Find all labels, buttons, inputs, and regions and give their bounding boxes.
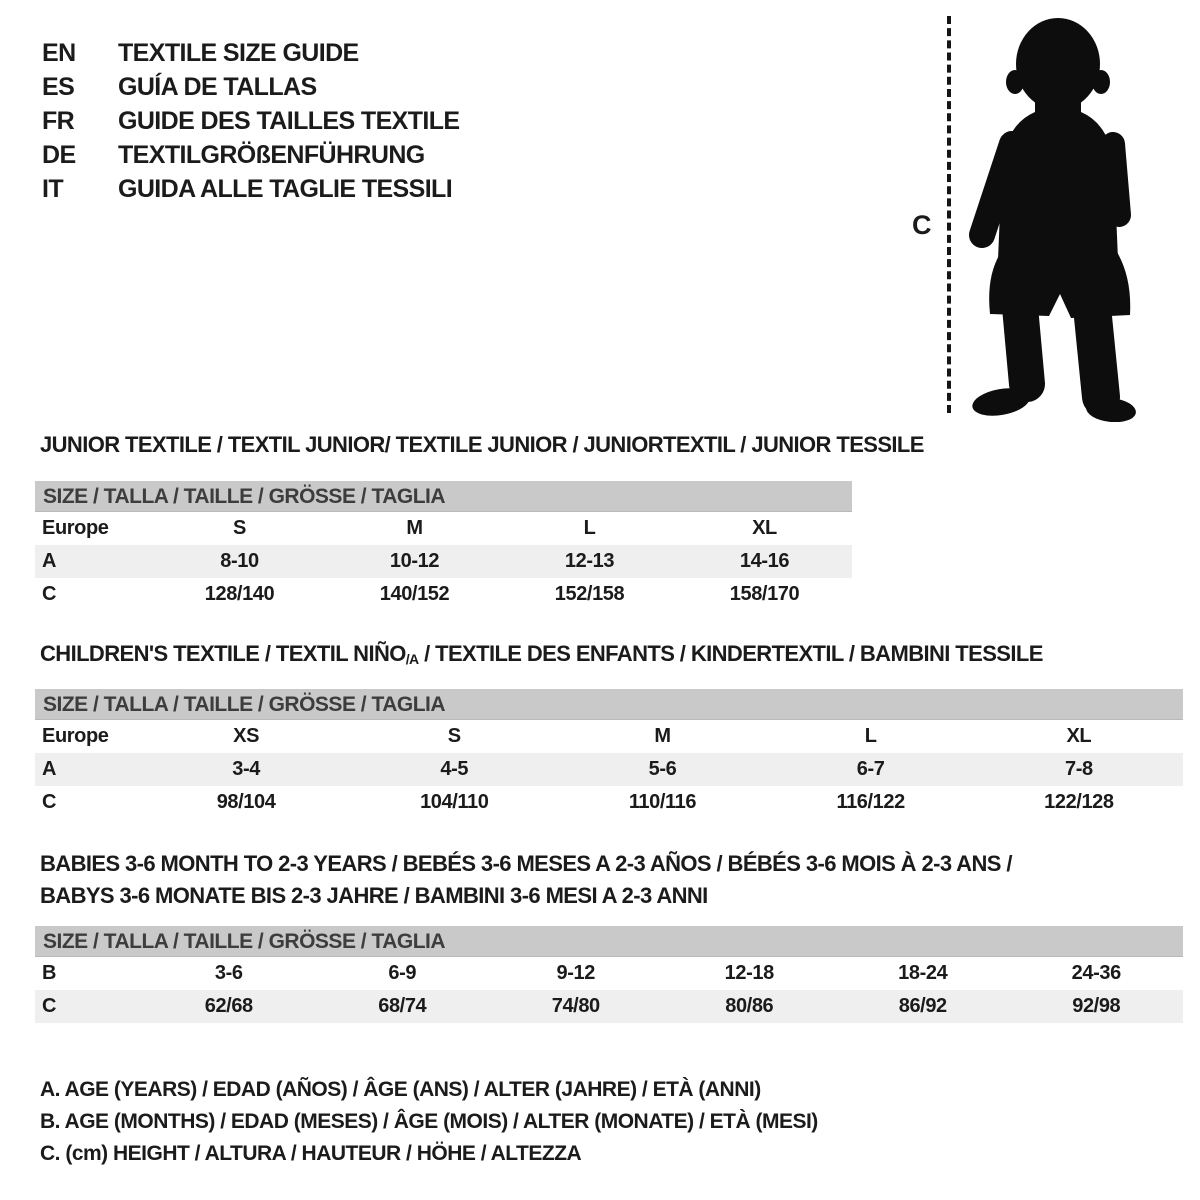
cell-value: 74/80 <box>551 995 600 1017</box>
size-table <box>35 720 1183 819</box>
babies-section-title-line2: BABYS 3-6 MONATE BIS 2-3 JAHRE / BAMBINI 3-6 MESI A 2-3 ANNI <box>40 883 708 908</box>
cell-value: 62/68 <box>204 995 253 1017</box>
language-row <box>42 138 460 172</box>
cell-value: 68/74 <box>378 995 427 1017</box>
children-section-title <box>40 641 1043 667</box>
size-header-bar: SIZE / TALLA / TAILLE / GRÖSSE / TAGLIA <box>35 926 1183 957</box>
cell-value: 80/86 <box>725 995 774 1017</box>
language-row <box>42 70 460 104</box>
babies-section-title-line1: BABIES 3-6 MONTH TO 2-3 YEARS / BEBÉS 3-6 MESES A 2-3 AÑOS / BÉBÉS 3-6 MOIS À 2-3 ANS / <box>40 851 1012 876</box>
row-label: C <box>42 583 57 605</box>
row-label: A <box>42 758 57 780</box>
row-label: A <box>42 550 57 572</box>
children-size-table <box>35 689 1183 819</box>
junior-section-title: JUNIOR TEXTILE / TEXTIL JUNIOR/ TEXTILE JUNIOR / JUNIORTEXTIL / JUNIOR TESSILE <box>40 432 924 457</box>
children-title-sub: /A <box>405 651 419 667</box>
cell-value: 152/158 <box>554 583 625 605</box>
cell-value: 3-4 <box>232 758 260 780</box>
size-table <box>35 957 1183 1023</box>
table-row <box>35 990 1183 1023</box>
table-row <box>35 512 852 545</box>
language-title: GUIDE DES TAILLES TEXTILE <box>118 106 460 135</box>
cell-value: M <box>654 725 671 747</box>
height-line-label: C <box>912 210 932 240</box>
language-code: FR <box>42 106 75 135</box>
row-label: Europe <box>42 725 109 747</box>
table-row <box>35 578 852 611</box>
junior-size-table <box>35 481 852 611</box>
language-code: DE <box>42 140 76 169</box>
cell-value: 128/140 <box>204 583 275 605</box>
cell-value: 140/152 <box>379 583 450 605</box>
row-label: C <box>42 791 57 813</box>
language-title: GUÍA DE TALLAS <box>118 72 317 101</box>
row-label: B <box>42 962 57 984</box>
language-code: IT <box>42 174 64 203</box>
row-label: Europe <box>42 517 109 539</box>
language-title-list <box>42 36 460 206</box>
cell-value: 122/128 <box>1044 791 1114 813</box>
table-row <box>35 957 1183 990</box>
cell-value: M <box>406 517 423 539</box>
cell-value: 158/170 <box>729 583 800 605</box>
cell-value: XL <box>752 517 777 539</box>
size-table <box>35 512 852 611</box>
cell-value: 92/98 <box>1072 995 1121 1017</box>
children-title-prefix: CHILDREN'S TEXTILE / TEXTIL NIÑO <box>40 641 406 666</box>
legend-line-c: C. (cm) HEIGHT / ALTURA / HAUTEUR / HÖHE / ALTEZZA <box>40 1142 582 1165</box>
cell-value: 24-36 <box>1071 962 1121 984</box>
language-title: GUIDA ALLE TAGLIE TESSILI <box>118 174 453 203</box>
language-row <box>42 172 460 206</box>
cell-value: 12-13 <box>564 550 615 572</box>
legend <box>40 1074 818 1170</box>
language-row <box>42 36 460 70</box>
cell-value: 5-6 <box>648 758 677 780</box>
cell-value: L <box>583 517 596 539</box>
cell-value: 12-18 <box>724 962 774 984</box>
height-dashed-line <box>947 16 951 413</box>
cell-value: 86/92 <box>898 995 947 1017</box>
cell-value: 98/104 <box>216 791 276 813</box>
cell-value: XL <box>1066 725 1092 747</box>
size-header-bar: SIZE / TALLA / TAILLE / GRÖSSE / TAGLIA <box>35 689 1183 720</box>
cell-value: 8-10 <box>220 550 259 572</box>
cell-value: 9-12 <box>556 962 595 984</box>
cell-value: 116/122 <box>836 791 905 813</box>
toddler-silhouette-icon <box>965 12 1140 422</box>
cell-value: 7-8 <box>1065 758 1093 780</box>
cell-value: 104/110 <box>420 791 489 813</box>
language-code: EN <box>42 38 76 67</box>
cell-value: 18-24 <box>898 962 948 984</box>
cell-value: XS <box>233 725 260 747</box>
language-title: TEXTILE SIZE GUIDE <box>118 38 359 67</box>
cell-value: S <box>233 517 246 539</box>
cell-value: 6-9 <box>388 962 417 984</box>
legend-line-a: A. AGE (YEARS) / EDAD (AÑOS) / ÂGE (ANS) / ALTER (JAHRE) / ETÀ (ANNI) <box>40 1078 761 1101</box>
language-code: ES <box>42 72 75 101</box>
cell-value: 110/116 <box>628 791 697 813</box>
cell-value: 4-5 <box>440 758 469 780</box>
language-row <box>42 104 460 138</box>
table-row <box>35 720 1183 753</box>
cell-value: L <box>864 725 877 747</box>
table-row <box>35 753 1183 786</box>
babies-size-table <box>35 926 1183 1023</box>
legend-line-b: B. AGE (MONTHS) / EDAD (MESES) / ÂGE (MOIS) / ALTER (MONATE) / ETÀ (MESI) <box>40 1110 818 1133</box>
row-label: C <box>42 995 57 1017</box>
cell-value: 14-16 <box>739 550 790 572</box>
cell-value: 10-12 <box>389 550 440 572</box>
cell-value: 6-7 <box>856 758 885 780</box>
cell-value: 3-6 <box>214 962 243 984</box>
table-row <box>35 545 852 578</box>
table-row <box>35 786 1183 819</box>
cell-value: S <box>447 725 461 747</box>
children-title-suffix: / TEXTILE DES ENFANTS / KINDERTEXTIL / BAMBINI TESSILE <box>418 641 1043 666</box>
language-title: TEXTILGRÖßENFÜHRUNG <box>118 140 425 169</box>
size-header-bar: SIZE / TALLA / TAILLE / GRÖSSE / TAGLIA <box>35 481 852 512</box>
